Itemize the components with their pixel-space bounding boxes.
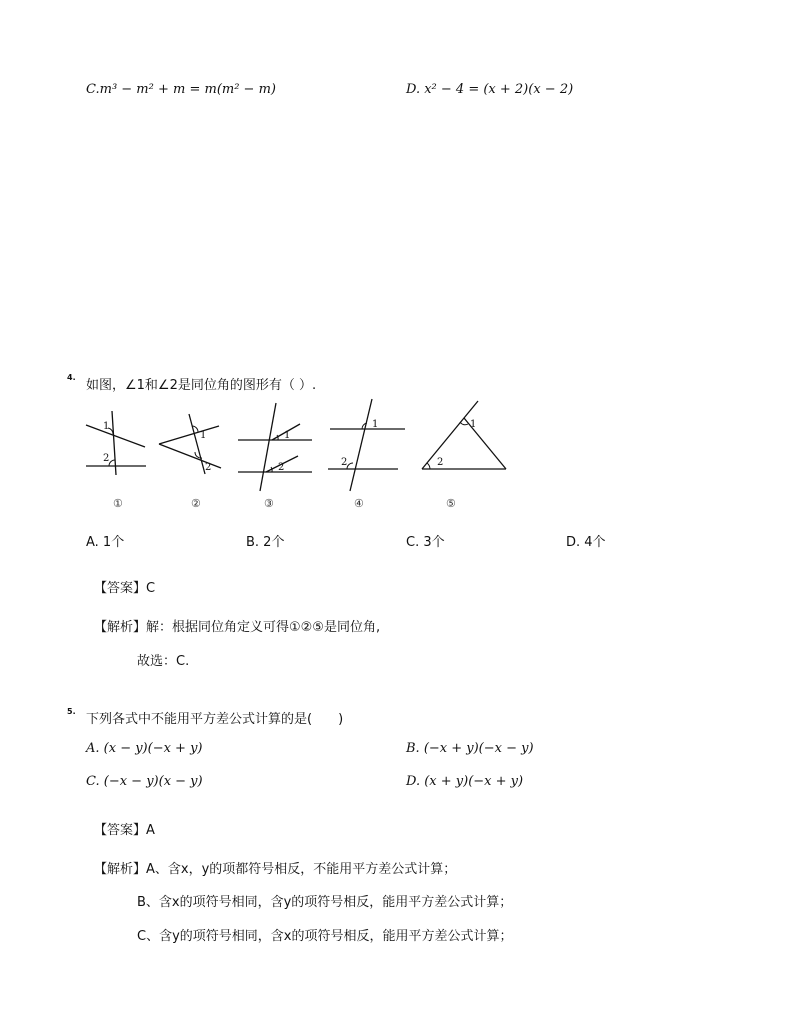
- figure-5-angle-2-label: 2: [437, 457, 444, 468]
- q5-option-d: D. (x + y)(−x + y): [406, 774, 524, 789]
- q5-option-a: A. (x − y)(−x + y): [86, 741, 203, 756]
- figure-5-diagram: [420, 400, 510, 472]
- figure-2-angle-2-label: 2: [205, 462, 212, 473]
- figure-5-label: ⑤: [446, 497, 456, 510]
- q3-option-d: D. x² − 4 = (x + 2)(x − 2): [406, 82, 574, 97]
- q4-option-c: C. 3个: [406, 535, 445, 550]
- figure-2-diagram: [157, 412, 229, 476]
- figure-4-angle-1-label: 1: [372, 419, 379, 430]
- q4-answer: 【答案】C: [94, 581, 156, 596]
- figure-3-diagram: [236, 402, 314, 492]
- figure-1-angle-1-label: 1: [103, 421, 110, 432]
- q5-analysis-b: B、含x的项符号相同，含y的项符号相反，能用平方差公式计算；: [137, 895, 513, 910]
- figure-2-angle-1-label: 1: [200, 430, 207, 441]
- q5-analysis-c: C、含y的项符号相同，含x的项符号相反，能用平方差公式计算；: [137, 929, 513, 944]
- q4-question: 如图，∠1和∠2是同位角的图形有（ ）.: [86, 378, 317, 393]
- q4-number: 4.: [67, 373, 76, 382]
- q5-question: 下列各式中不能用平方差公式计算的是( ): [86, 712, 344, 727]
- figure-1-angle-2-label: 2: [103, 453, 110, 464]
- q4-option-b: B. 2个: [246, 535, 285, 550]
- figure-4-label: ④: [354, 497, 364, 510]
- figure-1-diagram: [84, 410, 148, 476]
- figure-4-diagram: [326, 398, 406, 492]
- figure-3-angle-2-label: 2: [278, 462, 285, 473]
- q5-number: 5.: [67, 707, 76, 716]
- q5-option-b: B. (−x + y)(−x − y): [406, 741, 534, 756]
- figure-3-angle-1-label: 1: [284, 430, 291, 441]
- q4-conclusion: 故选：C.: [137, 654, 190, 669]
- q5-option-c: C. (−x − y)(x − y): [86, 774, 203, 789]
- q5-answer: 【答案】A: [94, 823, 155, 838]
- figure-3-label: ③: [264, 497, 274, 510]
- q3-option-c: C.m³ − m² + m = m(m² − m): [86, 82, 276, 97]
- figure-5-angle-1-label: 1: [470, 419, 477, 430]
- q5-analysis-a: 【解析】A、含x，y的项都符号相反，不能用平方差公式计算；: [94, 862, 457, 877]
- q4-option-a: A. 1个: [86, 535, 125, 550]
- figure-4-angle-2-label: 2: [341, 457, 348, 468]
- q4-option-d: D. 4个: [566, 535, 606, 550]
- q4-analysis: 【解析】解：根据同位角定义可得①②⑤是同位角,: [94, 620, 381, 635]
- figure-2-label: ②: [191, 497, 201, 510]
- figure-1-label: ①: [113, 497, 123, 510]
